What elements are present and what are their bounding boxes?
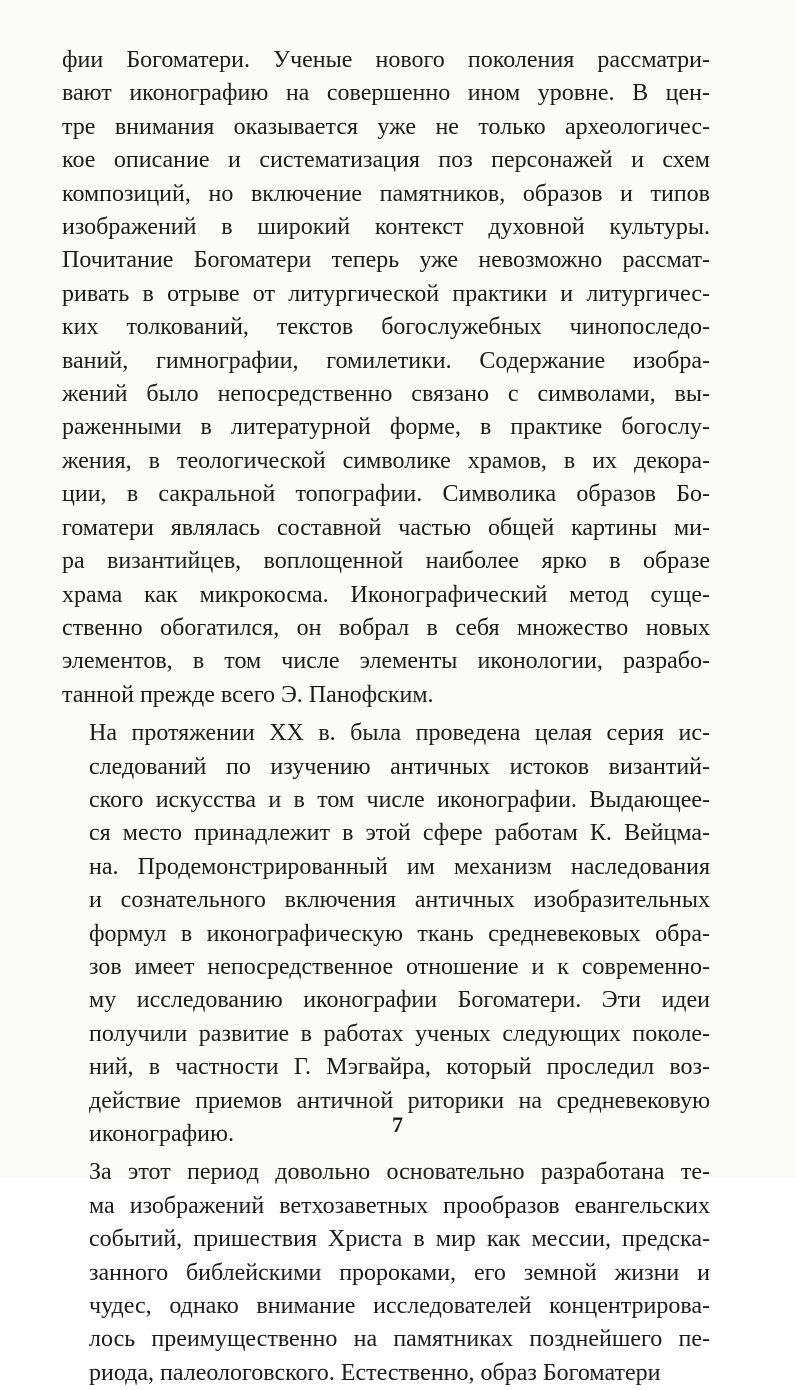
text-line: тре внимания оказывается уже не только археологичес- xyxy=(62,113,710,140)
text-line: на. Продемонстрированный им механизм наследования xyxy=(89,853,710,880)
text-line: жения, в теологической символике храмов, в их декора- xyxy=(62,447,710,474)
text-line: иконографию. xyxy=(89,1121,234,1147)
text-line: элементов, в том числе элементы иконологии, разрабо- xyxy=(62,648,710,675)
paragraph xyxy=(62,1156,710,1390)
text-line: вают иконографию на совершенно ином уровне. В цен- xyxy=(62,80,710,107)
text-line: ваний, гимнографии, гомилетики. Содержание изобра- xyxy=(62,347,710,374)
text-line: танной прежде всего Э. Панофским. xyxy=(62,681,434,708)
text-line: ких толкований, текстов богослужебных чинопоследо- xyxy=(62,314,710,341)
text-line: ривать в отрыве от литургической практики и литургичес- xyxy=(62,280,710,307)
text-line: чудес, однако внимание исследователей концентрирова- xyxy=(89,1293,710,1320)
text-line: кое описание и систематизация поз персонажей и схем xyxy=(62,147,710,174)
text-line: За этот период довольно основательно разработана те- xyxy=(89,1159,710,1186)
paragraph xyxy=(62,44,710,712)
text-line: ма изображений ветхозаветных прообразов евангельских xyxy=(89,1192,710,1219)
text-line: и сознательного включения античных изобразительных xyxy=(89,887,710,914)
text-line: лось преимущественно на памятниках позднейшего пе- xyxy=(89,1326,710,1353)
text-line: ственно обогатился, он вобрал в себя множество новых xyxy=(62,614,710,641)
text-line: действие приемов античной риторики на средневековую xyxy=(89,1087,710,1114)
text-line: занного библейскими пророками, его земной жизни и xyxy=(89,1259,710,1286)
paragraph xyxy=(62,717,710,1151)
text-line: риода, палеологовского. Естественно, образ Богоматери xyxy=(89,1359,661,1386)
text-line: ний, в частности Г. Мэгвайра, который проследил воз- xyxy=(89,1054,710,1081)
body-text xyxy=(62,44,710,1390)
page-number: 7 xyxy=(392,1112,403,1137)
text-line: ского искусства и в том числе иконографии. Выдающее- xyxy=(89,786,710,813)
text-line: гоматери являлась составной частью общей картины ми- xyxy=(62,514,710,541)
text-line: следований по изучению античных истоков византий- xyxy=(89,753,710,780)
text-line: фии Богоматери. Ученые нового поколения рассматри- xyxy=(62,47,710,73)
text-line: Почитание Богоматери теперь уже невозможно рассмат- xyxy=(62,247,710,274)
text-line: композиций, но включение памятников, образов и типов xyxy=(62,180,710,207)
text-line: ся место принадлежит в этой сфере работам К. Вейцма- xyxy=(89,820,710,847)
text-line: На протяжении XX в. была проведена целая серия ис- xyxy=(89,720,710,747)
text-line: му исследованию иконографии Богоматери. Эти идеи xyxy=(89,987,710,1014)
text-line: ра византийцев, воплощенной наиболее ярко в образе xyxy=(62,548,710,575)
text-line: зов имеет непосредственное отношение и к современно- xyxy=(89,953,710,980)
text-line: событий, пришествия Христа в мир как мессии, предска- xyxy=(89,1226,710,1253)
text-line: жений было непосредственно связано с символами, вы- xyxy=(62,381,710,408)
text-line: храма как микрокосма. Иконографический метод суще- xyxy=(62,581,710,608)
text-line: раженными в литературной форме, в практике богослу- xyxy=(62,414,710,441)
text-line: получили развитие в работах ученых следующих поколе- xyxy=(89,1020,710,1047)
text-line: ции, в сакральной топографии. Символика образов Бо- xyxy=(62,481,710,508)
text-line: изображений в широкий контекст духовной культуры. xyxy=(62,214,710,241)
text-line: формул в иконографическую ткань средневековых обра- xyxy=(89,920,710,947)
